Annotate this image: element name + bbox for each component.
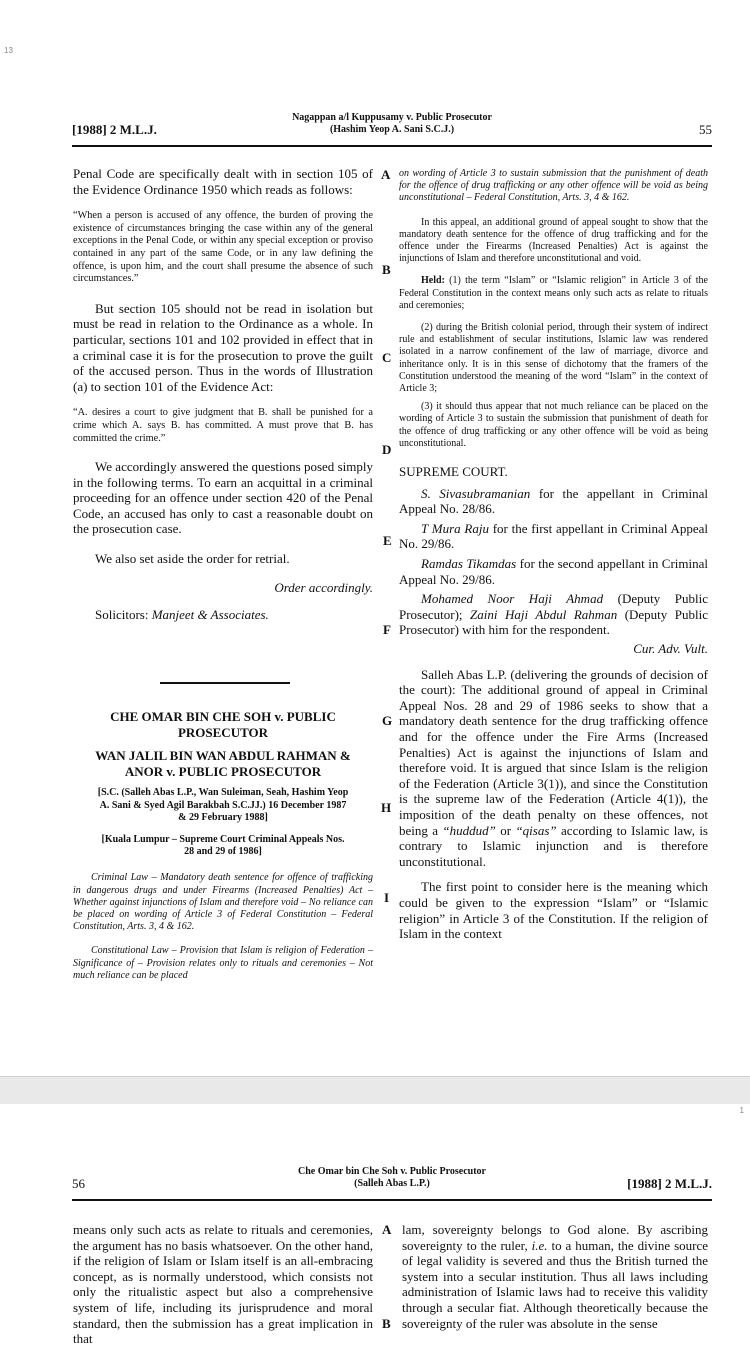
citation-right: [1988] 2 M.L.J.	[627, 1176, 712, 1191]
court-label: SUPREME COURT.	[399, 464, 508, 480]
citation-left: [1988] 2 M.L.J.	[72, 122, 157, 137]
margin-letter: B	[382, 1316, 391, 1331]
paragraph: Penal Code are specifically dealt with in section 105 of the Evidence Ordinance 1950 which reads as follows:	[73, 166, 373, 197]
header-case-name: Nagappan a/l Kuppusamy v. Public Prosecutor (Hashim Yeop A. Sani S.C.J.)	[292, 112, 492, 135]
margin-letter: A	[382, 1222, 392, 1237]
page-corner-mark: 1	[739, 1106, 744, 1115]
judgment-paragraph: lam, sovereignty belongs to God alone. By ascribing sovereignty to the ruler, i.e. to a human, the divine source of legal validity is severed and thus the British turned the system into a secular institution. Thus all laws including administration of Islamic laws had to receive this validity through a secular fiat. Although theoretically because the sovereignty of the ruler was absolute in the sense	[402, 1222, 708, 1331]
margin-letter: H	[381, 800, 392, 815]
held-3: (3) it should thus appear that not much reliance can be placed on the wording of Article 3 to sustain the submission that punishment of death for the offence of drug trafficking or any other offence will be void as being unconstitutional.	[399, 401, 708, 449]
held-1: Held: (1) the term “Islam” or “Islamic religion” in Article 3 of the Federal Constitution in the context means only such acts as relate to rituals and ceremonies;	[399, 275, 708, 311]
page-number: 56	[72, 1176, 85, 1191]
margin-letter: B	[382, 262, 391, 277]
right-column	[399, 168, 708, 942]
headnote-catchwords: Constitutional Law – Provision that Islam is religion of Federation – Significance of – Provision relates only to rituals and ceremonies – Not much reliance can be placed	[73, 945, 373, 981]
court-info: [Kuala Lumpur – Supreme Court Criminal Appeals Nos. 28 and 29 of 1986]	[101, 833, 345, 858]
section-divider	[160, 682, 290, 684]
margin-letter: E	[383, 533, 392, 548]
left-column	[73, 1222, 373, 1347]
right-column	[402, 1222, 708, 1331]
margin-letter: I	[384, 890, 390, 905]
case-title: CHE OMAR BIN CHE SOH v. PUBLIC PROSECUTOR	[110, 709, 336, 740]
order-line: Order accordingly.	[274, 579, 373, 595]
page-corner-mark: 13	[4, 46, 13, 55]
judgment-paragraph: The first point to consider here is the meaning which could be given to the expression “Islam” or “Islamic religion” in Article 3 of the Constitution. If the religion of Islam in the context	[399, 879, 708, 942]
running-header	[72, 1166, 712, 1196]
page-gap	[0, 1076, 750, 1106]
judgment-paragraph: means only such acts as relate to rituals and ceremonies, the argument has no basis whatsoever. On the other hand, if the religion of Islam or Islam itself is an all-embracing concept, as is normally understood, which consists not only the ritualistic aspect but also a comprehensive system of life, including its jurisprudence and moral standard, then the submission has a great implication in that	[73, 1222, 373, 1347]
headnote-catchwords: Criminal Law – Mandatory death sentence for offence of trafficking in dangerous drugs and under Firearms (Increased Penalties) Act – Whether against injunctions of Islam and therefore void – No reliance can be placed on wording of Article 3 of Federal Constitution – Federal Constitution, Arts. 3, 4 & 162.	[73, 872, 373, 933]
counsel-line: T Mura Raju for the first appellant in Criminal Appeal No. 29/86.	[399, 520, 709, 552]
block-quote: “When a person is accused of any offence, the burden of proving the existence of circumstances bringing the case within any of the general exceptions in the Penal Code, or within any special exception or proviso contained in any part of the same Code, or in any law defining the offence, is upon him, and the court shall presume the absence of such circumstances.”	[73, 210, 373, 285]
case-title: WAN JALIL BIN WAN ABDUL RAHMAN & ANOR v. PUBLIC PROSECUTOR	[95, 748, 351, 779]
margin-letter: F	[383, 622, 391, 637]
solicitors-line: Solicitors: Manjeet & Associates.	[95, 607, 269, 623]
page-56	[0, 1104, 750, 1347]
paragraph: We also set aside the order for retrial.	[95, 551, 290, 567]
judgment-paragraph: Salleh Abas L.P. (delivering the grounds of decision of the court): The additional ground of appeal in Criminal Appeal Nos. 28 and 29 of 1986 seeks to show that a mandatory death sentence for the drug trafficking offence and for the offence under the Fire Arms (Increased Penalties) Act is against the injunctions of Islam and therefore void. It is argued that since Islam is the religion of the Federation (Article 3(1)), and since the Constitution is the supreme law of the Federation (Article 4(1)), the imposition of the death penalty on these offences, not being a “huddud” or “qisas” according to Islamic law, is contrary to Islamic injunction and is therefore unconstitutional.	[399, 666, 708, 869]
margin-letter: C	[382, 350, 392, 365]
counsel-line: Mohamed Noor Haji Ahmad (Deputy Public Prosecutor); Zaini Haji Abdul Rahman (Deputy Public Prosecutor) with him for the respondent.	[399, 591, 708, 638]
header-case-name: Che Omar bin Che Soh v. Public Prosecutor (Salleh Abas L.P.)	[298, 1166, 486, 1189]
left-column	[73, 166, 373, 623]
margin-letter: A	[381, 167, 391, 182]
counsel-line: S. Sivasubramanian for the appellant in Criminal Appeal No. 28/86.	[399, 485, 709, 517]
case-heading	[73, 709, 373, 982]
cur-adv-vult: Cur. Adv. Vult.	[633, 641, 708, 656]
running-header	[72, 112, 712, 142]
paragraph: We accordingly answered the questions posed simply in the following terms. To earn an acquittal in a criminal proceeding for an offence under section 420 of the Penal Code, an accused has only to cast a reasonable doubt on the prosecution case.	[73, 459, 373, 537]
counsel-line: Ramdas Tikamdas for the second appellant in Criminal Appeal No. 29/86.	[399, 556, 708, 587]
court-info: [S.C. (Salleh Abas L.P., Wan Suleiman, Seah, Hashim Yeop A. Sani & Syed Agil Barakbah S.C.JJ.) 16 December 1987 & 29 February 1988]	[97, 787, 349, 823]
paragraph: But section 105 should not be read in isolation but must be read in relation to the Ordinance as a whole. In particular, sections 101 and 102 provided in effect that in a criminal case it is for the prosecution to prove the guilt of the accused person. Thus in the words of Illustration (a) to section 101 of the Evidence Act:	[73, 300, 373, 394]
block-quote: “A. desires a court to give judgment that B. shall be punished for a crime which A. says B. has committed. A must prove that B. has committed the crime.”	[73, 407, 373, 444]
held-2: (2) during the British colonial period, through their system of indirect rule and establishment of secular institutions, Islamic law was rendered isolated in a narrow confinement of the law of marriage, divorce and inheritance only. It is in this sense of dichotomy that the framers of the Constitution understood the meaning of the word “Islam” in the context of Article 3;	[399, 322, 708, 395]
headnote-catchwords: on wording of Article 3 to sustain submission that the punishment of death for the offence of drug trafficking or any other offence will be void as being unconstitutional – Federal Constitution, Arts. 3, 4 & 162.	[399, 168, 708, 204]
margin-letter: D	[382, 442, 392, 457]
page-number: 55	[699, 122, 712, 137]
header-rule	[72, 145, 712, 147]
headnote-summary: In this appeal, an additional ground of appeal sought to show that the mandatory death sentence for the offence of drug trafficking and for the offence under the Firearms (Increased Penalties) Act is against the injunctions of Islam and therefore unconstitutional and void.	[399, 216, 708, 265]
margin-letter: G	[382, 713, 393, 728]
header-rule	[72, 1199, 712, 1201]
